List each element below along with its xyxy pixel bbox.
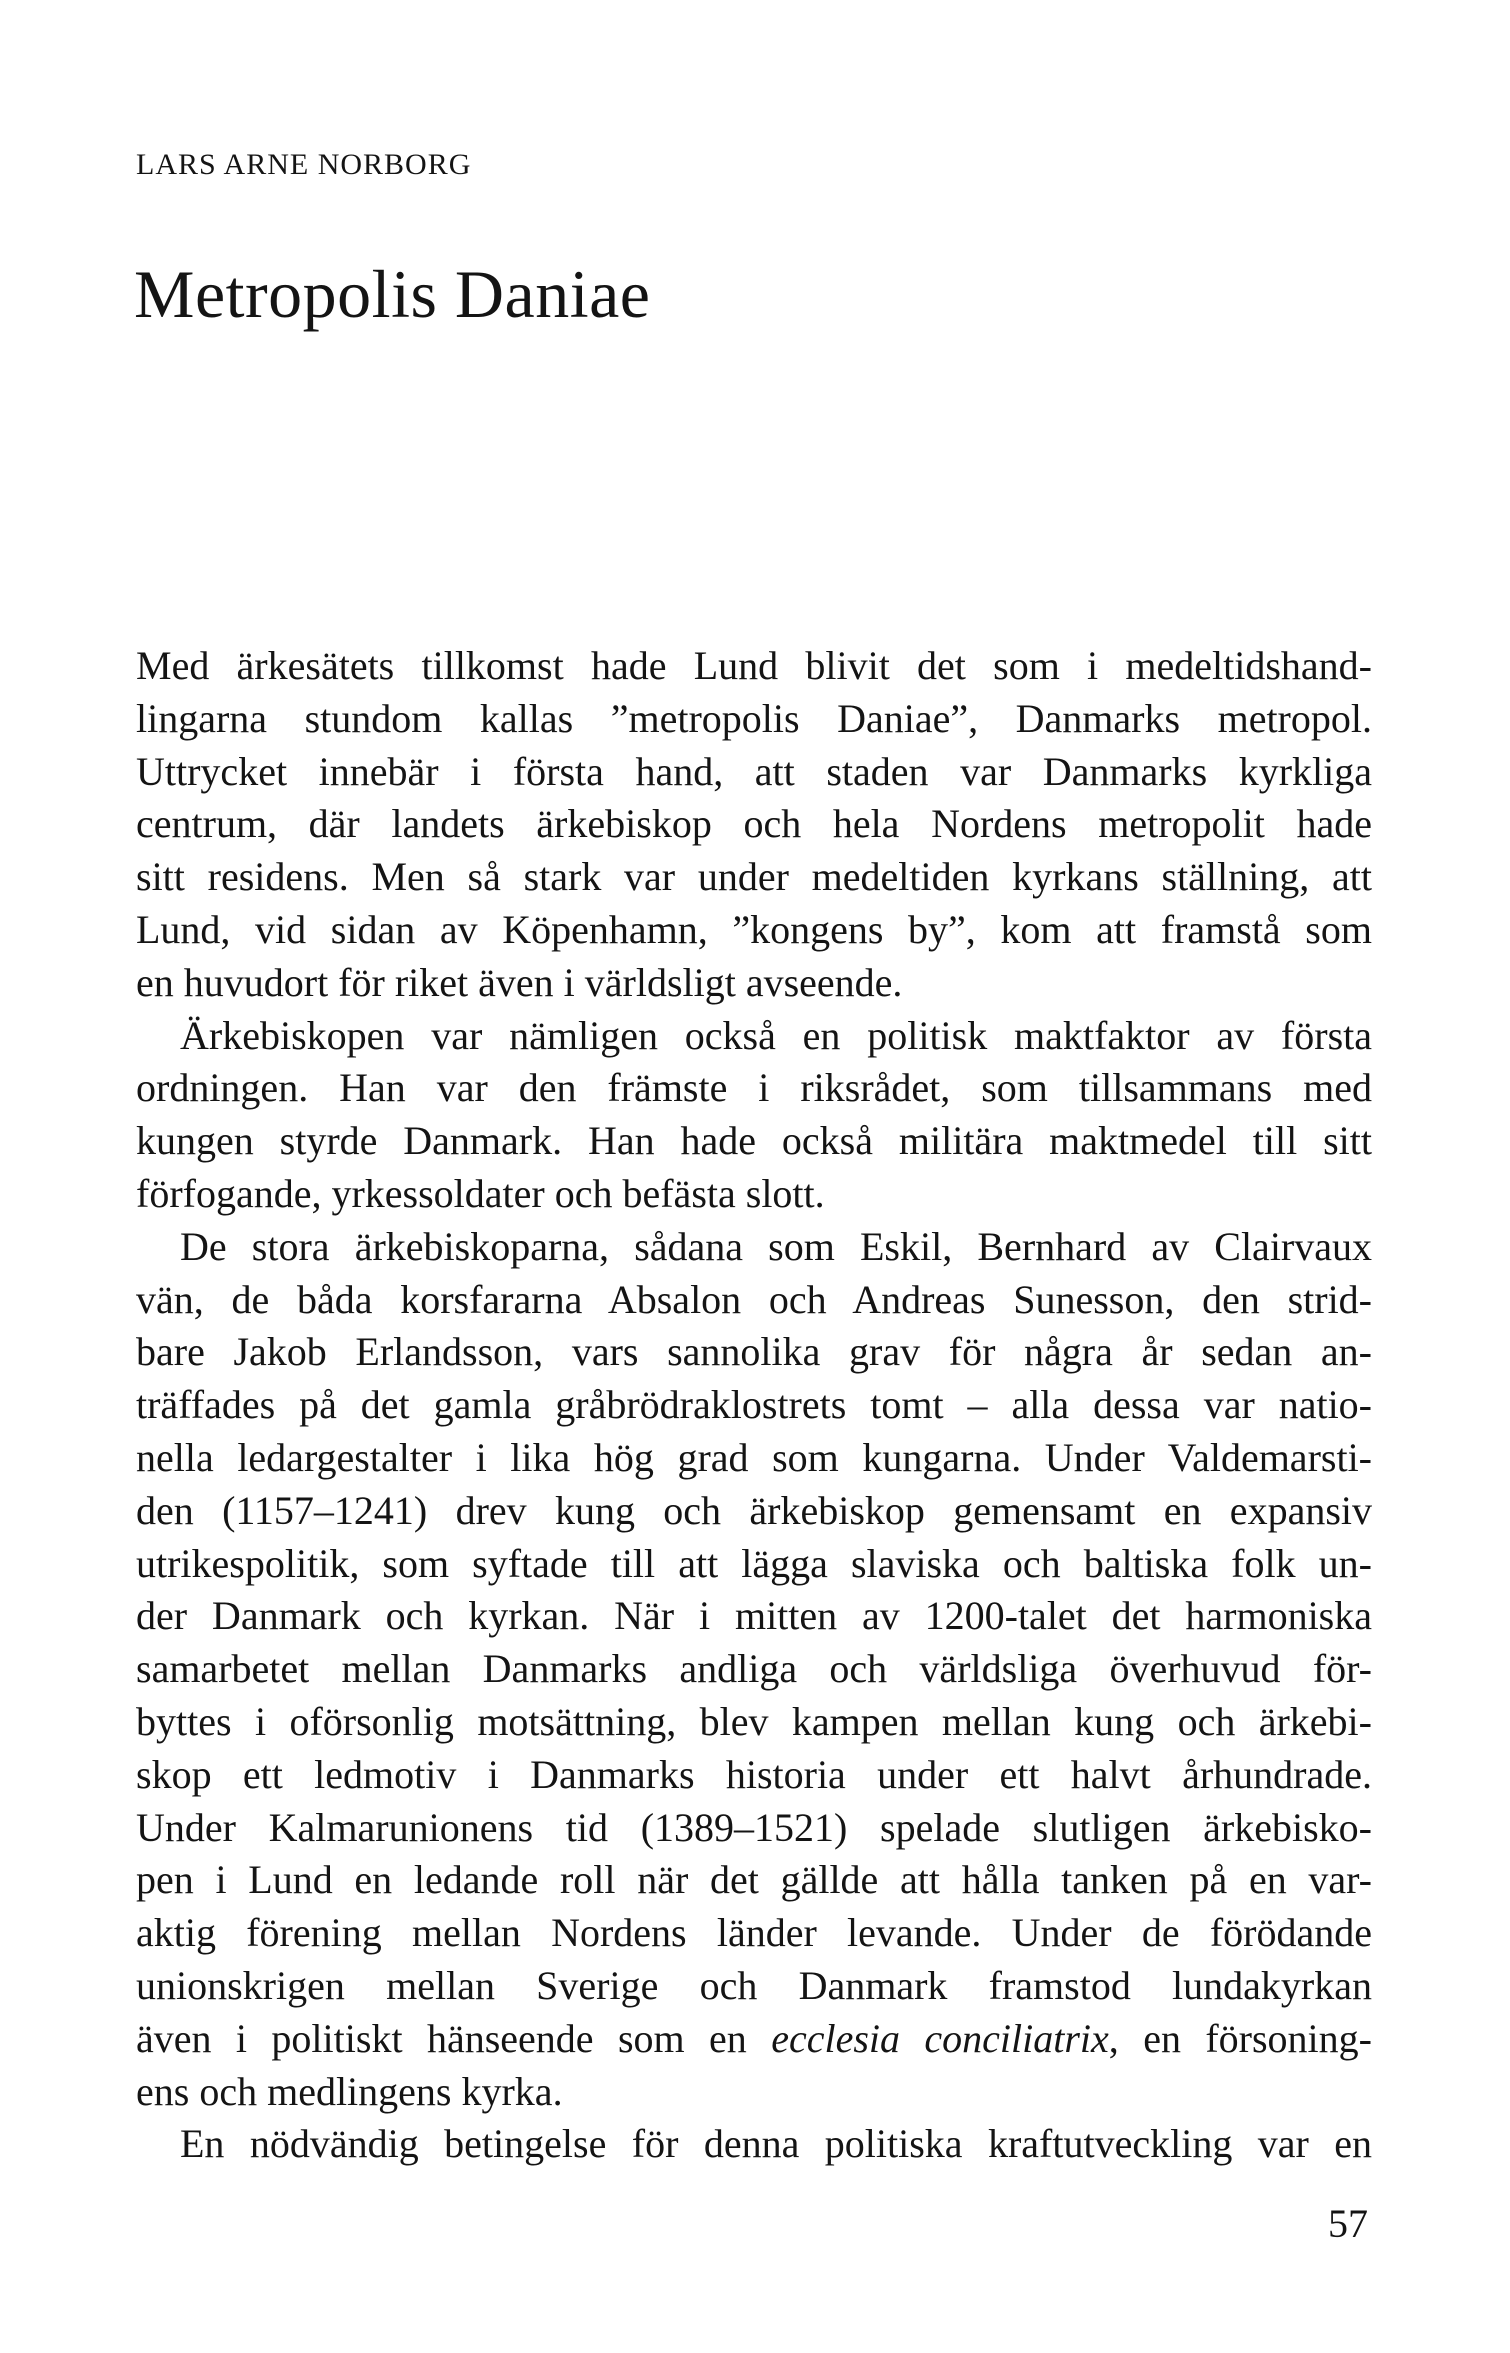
body-line: Ärkebiskopen var nämligen också en politisk maktfaktor av första: [180, 1012, 1372, 1058]
text-run: , en försoning-: [1108, 2015, 1372, 2061]
body-line: förfogande, yrkessoldater och befästa slott.: [136, 1170, 825, 1216]
body-line: nella ledargestalter i lika hög grad som kungarna. Under Valdemarsti-: [136, 1434, 1372, 1480]
body-line: Uttrycket innebär i första hand, att staden var Danmarks kyrkliga: [136, 748, 1372, 794]
body-line: De stora ärkebiskoparna, sådana som Eskil, Bernhard av Clairvaux: [180, 1223, 1372, 1269]
body-line-with-italic: [136, 2013, 1372, 2066]
body-line: Lund, vid sidan av Köpenhamn, ”kongens by”, kom att framstå som: [136, 906, 1372, 952]
body-line: ens och medlingens kyrka.: [136, 2068, 563, 2114]
body-line: den (1157–1241) drev kung och ärkebiskop gemensamt en expansiv: [136, 1487, 1372, 1533]
author-name: LARS ARNE NORBORG: [136, 148, 472, 181]
body-line: Med ärkesätets tillkomst hade Lund blivit det som i medeltidshand-: [136, 643, 1372, 688]
article-title: Metropolis Daniae: [134, 256, 651, 332]
text-run: även i politiskt hänseende som en: [136, 2015, 772, 2061]
body-line: kungen styrde Danmark. Han hade också militära maktmedel till sitt: [136, 1118, 1372, 1164]
body-line: aktig förening mellan Nordens länder levande. Under de förödande: [136, 1910, 1372, 1956]
body-line: utrikespolitik, som syftade till att lägga slaviska och baltiska folk un-: [136, 1540, 1372, 1586]
article-body: [136, 640, 1372, 2171]
body-line: samarbetet mellan Danmarks andliga och världsliga överhuvud för-: [136, 1646, 1372, 1692]
body-line: ordningen. Han var den främste i riksrådet, som tillsammans med: [136, 1065, 1372, 1111]
body-line: bare Jakob Erlandsson, vars sannolika grav för några år sedan an-: [136, 1329, 1372, 1375]
body-line: en huvudort för riket även i världsligt avseende.: [136, 959, 903, 1005]
body-line: vän, de båda korsfararna Absalon och Andreas Sunesson, den strid-: [136, 1276, 1372, 1322]
italic-phrase: ecclesia conciliatrix: [771, 2015, 1109, 2061]
body-line: sitt residens. Men så stark var under medeltiden kyrkans ställning, att: [136, 854, 1372, 900]
body-line: Under Kalmarunionens tid (1389–1521) spelade slutligen ärkebisko-: [136, 1804, 1372, 1850]
body-line: unionskrigen mellan Sverige och Danmark framstod lundakyrkan: [136, 1962, 1372, 2008]
page-number: 57: [1328, 2201, 1368, 2246]
body-line: träffades på det gamla gråbrödraklostrets tomt – alla dessa var natio-: [136, 1382, 1372, 1428]
body-line: der Danmark och kyrkan. När i mitten av 1200-talet det harmoniska: [136, 1593, 1372, 1639]
body-line: skop ett ledmotiv i Danmarks historia under ett halvt århundrade.: [136, 1751, 1372, 1797]
body-line: pen i Lund en ledande roll när det gällde att hålla tanken på en var-: [136, 1857, 1372, 1903]
body-line: byttes i oförsonlig motsättning, blev kampen mellan kung och ärkebi-: [136, 1698, 1372, 1744]
body-line: centrum, där landets ärkebiskop och hela Nordens metropolit hade: [136, 801, 1372, 847]
body-line: lingarna stundom kallas ”metropolis Daniae”, Danmarks metropol.: [136, 695, 1372, 741]
body-line: En nödvändig betingelse för denna politiska kraftutveckling var en: [180, 2121, 1372, 2167]
